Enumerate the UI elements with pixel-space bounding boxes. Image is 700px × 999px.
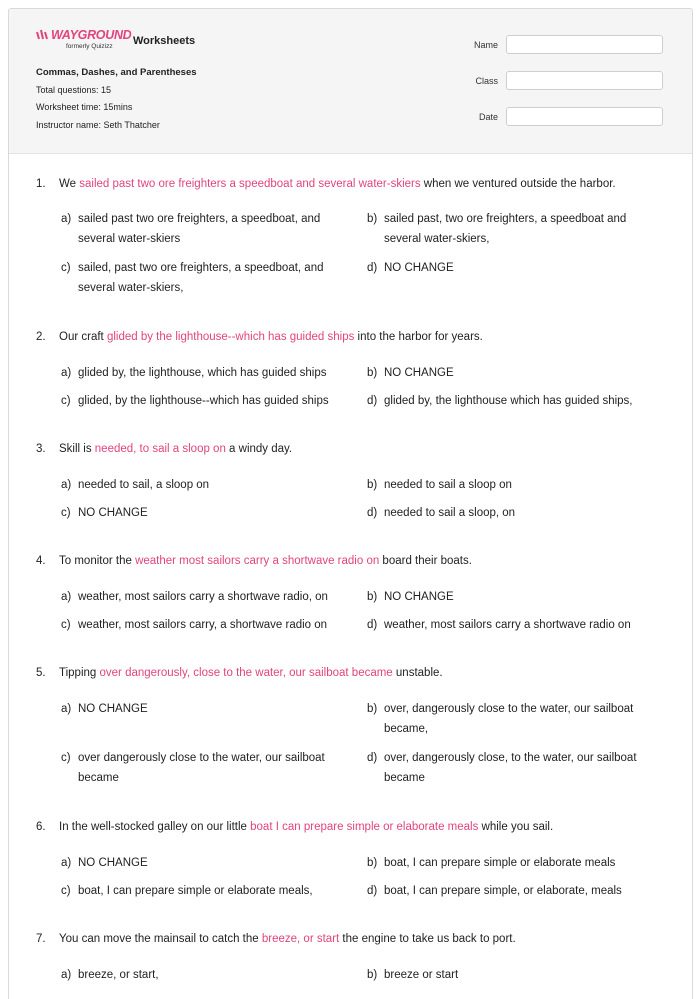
class-label: Class xyxy=(475,76,498,86)
option-d[interactable] xyxy=(367,258,657,278)
option-b[interactable] xyxy=(367,363,657,383)
option-letter: a) xyxy=(61,479,72,491)
name-label: Name xyxy=(473,40,498,50)
worksheet xyxy=(8,8,693,999)
option-letter: a) xyxy=(61,367,72,379)
question-text-pre: You can move the mainsail to catch the xyxy=(59,933,262,945)
option-b[interactable] xyxy=(367,853,657,873)
option-c[interactable] xyxy=(61,615,346,635)
option-text: boat, I can prepare simple or elaborate meals, xyxy=(78,885,313,897)
name-field[interactable] xyxy=(506,35,663,54)
worksheet-header xyxy=(9,9,692,154)
option-d[interactable] xyxy=(367,881,657,901)
option-d[interactable] xyxy=(367,748,657,788)
option-b[interactable] xyxy=(367,965,657,985)
option-b[interactable] xyxy=(367,209,657,249)
question-number: 2. xyxy=(36,331,46,343)
option-letter: c) xyxy=(61,262,71,274)
option-a[interactable] xyxy=(61,965,346,985)
option-c[interactable] xyxy=(61,391,346,411)
worksheet-time: Worksheet time: 15mins xyxy=(36,102,133,112)
option-letter: d) xyxy=(367,262,378,274)
brand-subtitle: formerly Quizizz xyxy=(66,43,113,50)
date-label: Date xyxy=(478,112,498,122)
option-letter: a) xyxy=(61,969,72,981)
app-name: Worksheets xyxy=(133,35,196,47)
question-text xyxy=(36,933,676,945)
underlined-portion: breeze, or start xyxy=(261,933,340,945)
option-letter: c) xyxy=(61,395,71,407)
question-text-post: the engine to take us back to port. xyxy=(339,933,516,945)
option-letter: b) xyxy=(367,703,378,715)
option-a[interactable] xyxy=(61,699,346,719)
logo-mark-icon xyxy=(36,29,50,40)
option-text: NO CHANGE xyxy=(78,703,148,715)
brand-name: WAYGROUND xyxy=(51,28,132,42)
option-letter: c) xyxy=(61,885,71,897)
option-c[interactable] xyxy=(61,748,346,788)
option-letter: c) xyxy=(61,619,71,631)
option-text: sailed, past two ore freighters, a speedboat, and several water-skiers, xyxy=(78,262,324,294)
question-number: 7. xyxy=(36,933,46,945)
underlined-portion: sailed past two ore freighters a speedboat and several water-skiers xyxy=(79,178,421,190)
question-text-pre: To monitor the xyxy=(59,555,136,567)
option-letter: d) xyxy=(367,885,378,897)
option-c[interactable] xyxy=(61,881,346,901)
question-number: 6. xyxy=(36,821,46,833)
option-a[interactable] xyxy=(61,209,346,249)
option-text: weather, most sailors carry, a shortwave radio on xyxy=(78,619,328,631)
option-text: breeze or start xyxy=(384,969,459,981)
option-text: needed to sail, a sloop on xyxy=(78,479,210,491)
brand xyxy=(36,28,196,60)
underlined-portion: weather most sailors carry a shortwave radio on xyxy=(135,555,380,567)
option-letter: d) xyxy=(367,507,378,519)
option-letter: c) xyxy=(61,507,71,519)
question-text-post: while you sail. xyxy=(478,821,554,833)
question-number: 5. xyxy=(36,667,46,679)
option-letter: b) xyxy=(367,479,378,491)
option-text: breeze, or start, xyxy=(78,969,159,981)
question-text-pre: Skill is xyxy=(59,443,95,455)
option-b[interactable] xyxy=(367,699,657,739)
option-text: boat, I can prepare simple or elaborate meals xyxy=(384,857,616,869)
option-letter: b) xyxy=(367,969,378,981)
option-c[interactable] xyxy=(61,258,346,298)
option-c[interactable] xyxy=(61,503,346,523)
question-text-pre: We xyxy=(59,178,80,190)
option-a[interactable] xyxy=(61,587,346,607)
option-text: over dangerously close to the water, our sailboat became xyxy=(78,752,325,784)
question-text xyxy=(36,331,676,343)
option-text: sailed past, two ore freighters, a speedboat and several water-skiers, xyxy=(384,213,627,245)
option-b[interactable] xyxy=(367,587,657,607)
question-text xyxy=(36,821,676,833)
underlined-portion: needed, to sail a sloop on xyxy=(94,443,226,455)
total-questions: Total questions: 15 xyxy=(36,85,112,95)
question-number: 1. xyxy=(36,178,46,190)
worksheet-title: Commas, Dashes, and Parentheses xyxy=(36,67,197,78)
question-number: 3. xyxy=(36,443,46,455)
question-text-pre: Tipping xyxy=(59,667,100,679)
question-number: 4. xyxy=(36,555,46,567)
option-text: NO CHANGE xyxy=(384,262,454,274)
option-text: needed to sail a sloop on xyxy=(384,479,512,491)
option-a[interactable] xyxy=(61,363,346,383)
option-letter: d) xyxy=(367,395,378,407)
option-b[interactable] xyxy=(367,475,657,495)
option-d[interactable] xyxy=(367,391,657,411)
option-text: NO CHANGE xyxy=(384,591,454,603)
option-letter: b) xyxy=(367,591,378,603)
option-letter: a) xyxy=(61,213,72,225)
wayground-logo xyxy=(36,28,131,42)
option-letter: c) xyxy=(61,752,71,764)
underlined-portion: over dangerously, close to the water, our sailboat became xyxy=(99,667,393,679)
option-text: NO CHANGE xyxy=(384,367,454,379)
option-text: sailed past two ore freighters, a speedboat, and several water-skiers xyxy=(78,213,321,245)
question-text-pre: Our craft xyxy=(59,331,107,343)
class-field[interactable] xyxy=(506,71,663,90)
question-text xyxy=(36,178,676,190)
option-letter: b) xyxy=(367,857,378,869)
question-text-post: into the harbor for years. xyxy=(354,331,483,343)
date-field[interactable] xyxy=(506,107,663,126)
option-letter: a) xyxy=(61,857,72,869)
option-d[interactable] xyxy=(367,615,657,635)
option-text: glided by, the lighthouse, which has guided ships xyxy=(78,367,327,379)
underlined-portion: boat I can prepare simple or elaborate meals xyxy=(250,821,479,833)
question-text-pre: In the well-stocked galley on our little xyxy=(59,821,251,833)
underlined-portion: glided by the lighthouse--which has guided ships xyxy=(106,331,355,343)
option-a[interactable] xyxy=(61,853,346,873)
option-text: boat, I can prepare simple, or elaborate, meals xyxy=(384,885,622,897)
option-text: over, dangerously close to the water, our sailboat became, xyxy=(384,703,634,735)
option-text: NO CHANGE xyxy=(78,507,148,519)
option-letter: a) xyxy=(61,591,72,603)
question-text-post: board their boats. xyxy=(379,555,472,567)
instructor-name: Instructor name: Seth Thatcher xyxy=(36,120,160,130)
question-text-post: unstable. xyxy=(392,667,443,679)
question-text xyxy=(36,667,676,679)
option-d[interactable] xyxy=(367,503,657,523)
option-text: glided by, the lighthouse which has guided ships, xyxy=(384,395,633,407)
option-text: glided, by the lighthouse--which has guided ships xyxy=(78,395,329,407)
option-text: weather, most sailors carry a shortwave radio on xyxy=(384,619,631,631)
option-letter: d) xyxy=(367,619,378,631)
option-text: NO CHANGE xyxy=(78,857,148,869)
option-text: over, dangerously close, to the water, our sailboat became xyxy=(384,752,637,784)
option-letter: d) xyxy=(367,752,378,764)
option-a[interactable] xyxy=(61,475,346,495)
option-letter: a) xyxy=(61,703,72,715)
option-letter: b) xyxy=(367,213,378,225)
question-text-post: when we ventured outside the harbor. xyxy=(420,178,616,190)
question-text-post: a windy day. xyxy=(225,443,293,455)
question-text xyxy=(36,555,676,567)
option-text: weather, most sailors carry a shortwave radio, on xyxy=(78,591,328,603)
question-text xyxy=(36,443,676,455)
option-letter: b) xyxy=(367,367,378,379)
option-text: needed to sail a sloop, on xyxy=(384,507,516,519)
